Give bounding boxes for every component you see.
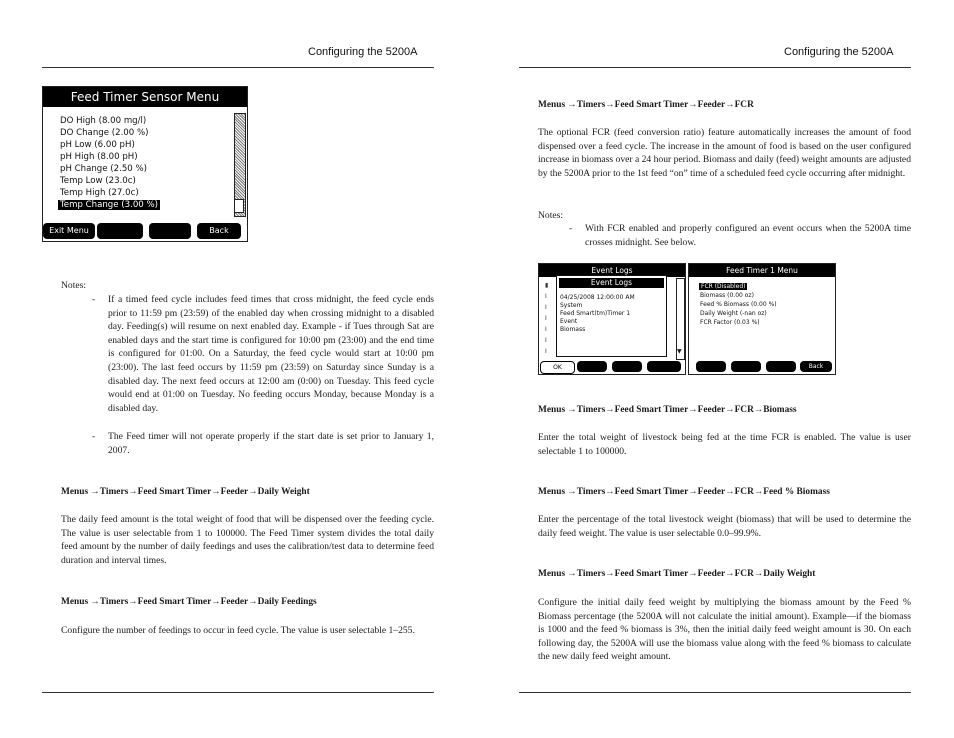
section-heading-daily-feedings: Menus →Timers→Feed Smart Timer→Feeder→Daily Feedings xyxy=(61,597,317,607)
section-heading-fcr-daily-weight: Menus →Timers→Feed Smart Timer→Feeder→FCR→Daily Weight xyxy=(538,569,816,579)
softkey-3-button[interactable] xyxy=(766,361,796,372)
event-list-markers: ▮ I I I I I I xyxy=(545,282,549,355)
menu-item-ph-change[interactable]: pH Change (2.50 %) xyxy=(60,164,148,174)
scrollbar-thumb[interactable] xyxy=(234,199,244,213)
softkey-2-button[interactable] xyxy=(97,223,143,239)
back-button[interactable]: Back xyxy=(197,223,241,239)
note-dash: - xyxy=(569,223,573,234)
event-system-value: Feed Smart(tm)Timer 1 xyxy=(560,310,631,317)
notes-label: Notes: xyxy=(538,210,564,221)
menu-item-do-high[interactable]: DO High (8.00 mg/l) xyxy=(60,116,147,126)
event-event-label: Event xyxy=(560,318,578,325)
event-timestamp: 04/25/2008 12:00:00 AM xyxy=(560,294,635,301)
exit-menu-button[interactable]: Exit Menu xyxy=(43,223,95,239)
ok-button[interactable]: OK xyxy=(540,361,575,374)
screen-title: Feed Timer Sensor Menu xyxy=(43,87,247,107)
footer-rule xyxy=(519,692,911,693)
section-body-fcr: The optional FCR (feed conversion ratio) feature automatically increases the amount of food dispensed over a feed cycle. The increase in the amount of food is based on the user configured increase in biomass over a 24 hour period. Biomass and daily (feed) weight amounts are adjusted by the 5200A prior to the 1st feed “on” time of a scheduled feed cycle occurring after midnight. xyxy=(538,127,911,179)
event-popup xyxy=(556,275,667,357)
right-page xyxy=(477,0,954,738)
menu-item-ph-low[interactable]: pH Low (6.00 pH) xyxy=(60,140,135,150)
menu-item-feed-percent-biomass[interactable]: Feed % Biomass (0.00 %) xyxy=(700,301,777,308)
feed-timer-1-menu-screen xyxy=(688,263,836,375)
menu-item-do-change[interactable]: DO Change (2.00 %) xyxy=(60,128,149,138)
screen-title: Event Logs xyxy=(539,264,685,277)
note-dash: - xyxy=(92,294,96,305)
event-system-label: System xyxy=(560,302,583,309)
menu-item-temp-change[interactable]: Temp Change (3.00 %) xyxy=(60,200,159,210)
softkey-4-button[interactable] xyxy=(647,361,681,372)
note-start-date: The Feed timer will not operate properly if the start date is set prior to January 1, 2007. xyxy=(108,431,434,456)
note-fcr-midnight: With FCR enabled and properly configured an event occurs when the 5200A time crosses midnight. See below. xyxy=(585,223,911,248)
section-body-daily-feedings: Configure the number of feedings to occur in feed cycle. The value is user selectable 1–255. xyxy=(61,625,415,636)
running-header: Configuring the 5200A xyxy=(308,46,418,58)
note-dash: - xyxy=(92,431,96,442)
menu-item-fcr[interactable]: FCR (Disabled) xyxy=(701,283,746,290)
section-heading-daily-weight: Menus →Timers→Feed Smart Timer→Feeder→Daily Weight xyxy=(61,487,310,497)
header-rule xyxy=(519,67,911,68)
feed-timer-sensor-menu-screen xyxy=(42,86,248,242)
section-body-biomass: Enter the total weight of livestock being fed at the time FCR is enabled. The value is user selectable 1 to 100000. xyxy=(538,432,911,457)
softkey-3-button[interactable] xyxy=(612,361,642,372)
menu-item-ph-high[interactable]: pH High (8.00 pH) xyxy=(60,152,138,162)
softkey-3-button[interactable] xyxy=(149,223,191,239)
event-logs-screen xyxy=(538,263,686,375)
header-rule xyxy=(42,67,434,68)
back-button[interactable]: Back xyxy=(800,361,832,372)
section-heading-fcr: Menus →Timers→Feed Smart Timer→Feeder→FCR xyxy=(538,100,754,110)
softkey-2-button[interactable] xyxy=(731,361,761,372)
section-body-fcr-daily-weight: Configure the initial daily feed weight by multiplying the biomass amount by the Feed % Biomass percentage (the 5200A will not calculate the initial amount). Example—if the biomass is 1000 and the feed % biomass is 3%, then the initial daily feed weight amount is 30. On each following day, the 5200A will use the biomass value along with the feed % biomass to calculate the new daily feed weight amount. xyxy=(538,597,911,663)
menu-item-temp-low[interactable]: Temp Low (23.0c) xyxy=(60,176,136,186)
scroll-down-icon[interactable]: ▼ xyxy=(677,348,682,355)
screen-title: Feed Timer 1 Menu xyxy=(689,264,835,277)
note-midnight: If a timed feed cycle includes feed times that cross midnight, the feed cycle ends prior to 11:59 pm (23:59) of the enabled day when crossing midnight to a disabled day. Feeding(s) will resume on next enabled day. Example - if Tues through Sat are enabled days and the start time is configured for 10:00 pm (23:00) and the end time is configured for 01:00. On a Saturday, the feed cycle would start at 10:00 pm (23:00). The last feed occurs by 11:59 pm (23:59) on Saturday since Sunday is a disabled day. The next feed occurs at 12:00 am (0:00) on Tuesday. This feed cycle would end at 01:00 on Tuesday. No feeding occurs Monday, because Monday is a disabled day. xyxy=(108,294,434,414)
notes-label: Notes: xyxy=(61,280,87,291)
event-event-value: Biomass xyxy=(560,326,586,333)
section-heading-feed-percent-biomass: Menus →Timers→Feed Smart Timer→Feeder→FCR→Feed % Biomass xyxy=(538,487,830,497)
footer-rule xyxy=(42,692,434,693)
section-body-feed-percent-biomass: Enter the percentage of the total livestock weight (biomass) that will be used to determine the daily feed weight. The value is user selectable 0.0–99.9%. xyxy=(538,514,911,539)
softkey-1-button[interactable] xyxy=(696,361,726,372)
section-body-daily-weight: The daily feed amount is the total weight of food that will be dispensed over the feeding cycle. The value is user selectable from 1 to 100000. The Feed Timer system divides the total daily feed amount by the number of daily feedings and uses the calibration/test data to determine feed duration and interval times. xyxy=(61,514,434,566)
menu-item-temp-high[interactable]: Temp High (27.0c) xyxy=(60,188,139,198)
menu-item-biomass[interactable]: Biomass (0.00 oz) xyxy=(700,292,754,299)
running-header: Configuring the 5200A xyxy=(784,46,894,58)
softkey-2-button[interactable] xyxy=(577,361,607,372)
popup-title: Event Logs xyxy=(559,278,664,288)
menu-item-daily-weight[interactable]: Daily Weight (-nan oz) xyxy=(700,310,767,317)
menu-item-fcr-factor[interactable]: FCR Factor (0.03 %) xyxy=(700,319,760,326)
section-heading-biomass: Menus →Timers→Feed Smart Timer→Feeder→FCR→Biomass xyxy=(538,405,797,415)
